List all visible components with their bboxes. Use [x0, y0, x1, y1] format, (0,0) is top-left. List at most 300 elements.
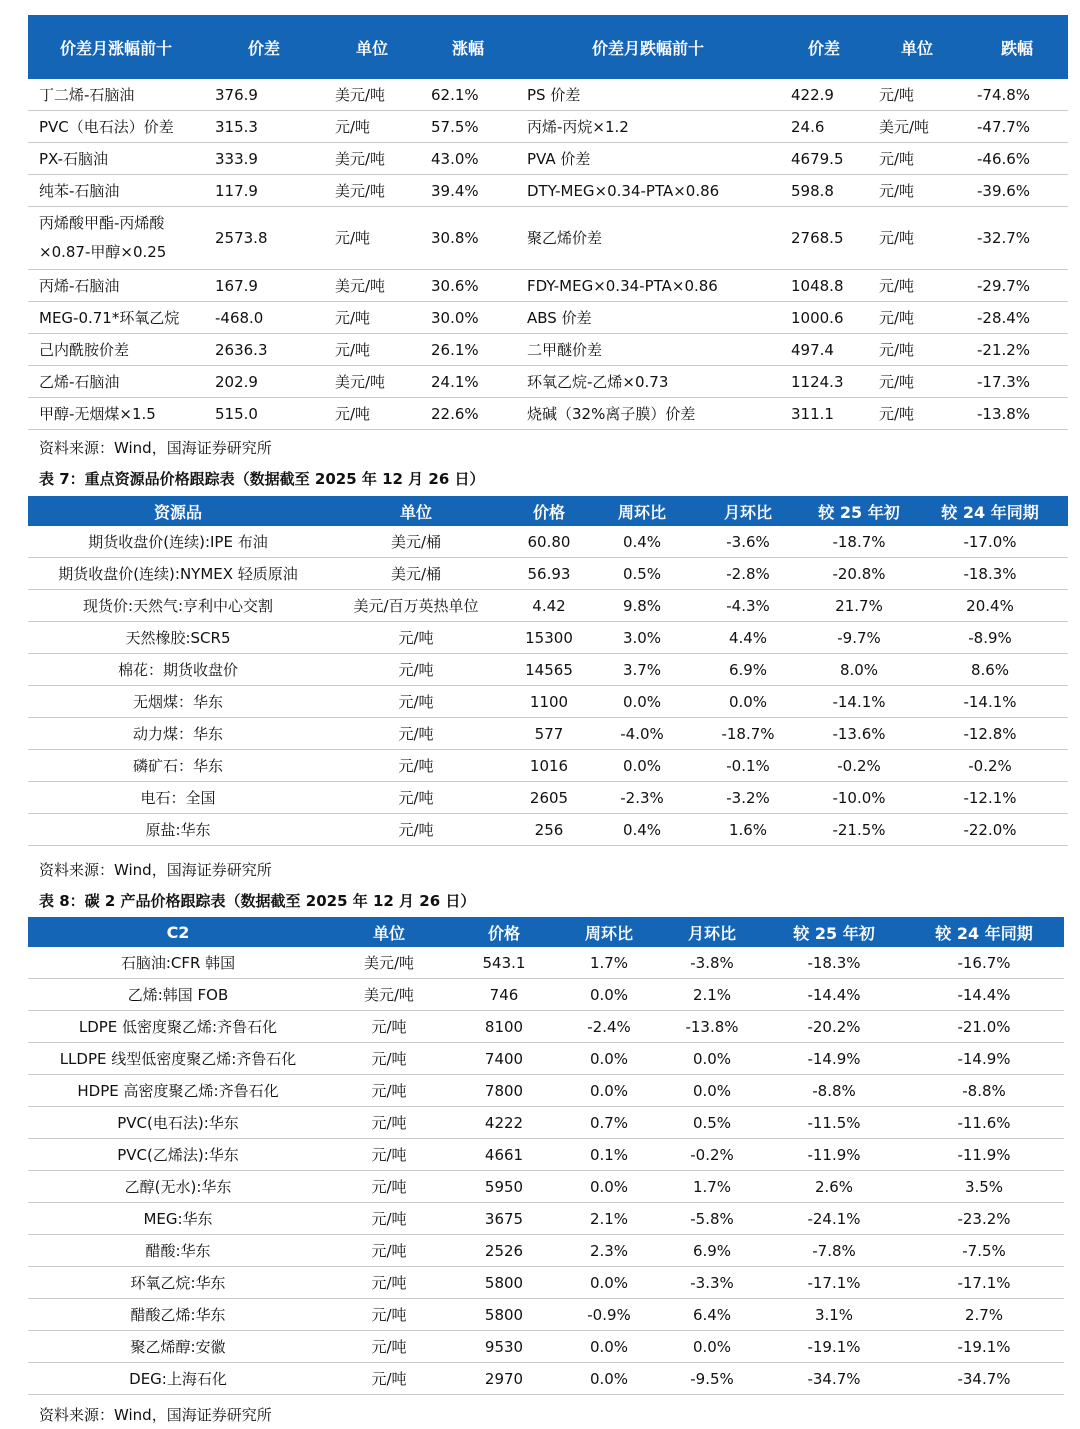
table-cell: 1016 [504, 750, 594, 782]
table-cell: 元/吨 [868, 302, 966, 334]
table-cell: ABS 价差 [516, 302, 780, 334]
table-cell: 元/吨 [328, 654, 504, 686]
table-cell: 4.4% [690, 622, 806, 654]
table-cell: 1.7% [558, 947, 660, 979]
table-cell: -0.1% [690, 750, 806, 782]
col-header: 资源品 [28, 496, 328, 526]
table-row [28, 1299, 1064, 1331]
c2-price-table [28, 917, 1064, 1395]
table-cell: -13.8% [660, 1011, 764, 1043]
table-cell: -47.7% [966, 111, 1068, 143]
table-cell: -11.5% [764, 1107, 904, 1139]
table-cell: 电石：全国 [28, 782, 328, 814]
table-cell: -18.7% [690, 718, 806, 750]
table-row [28, 1363, 1064, 1395]
table-cell: 0.0% [558, 1267, 660, 1299]
table-cell: -0.2% [912, 750, 1068, 782]
table-row [28, 526, 1068, 558]
table-cell: 0.5% [594, 558, 690, 590]
table-cell: 515.0 [204, 398, 324, 430]
table-cell: 元/吨 [328, 1107, 450, 1139]
table-cell: 0.0% [594, 750, 690, 782]
table-cell: 2.6% [764, 1171, 904, 1203]
table-cell: -14.1% [912, 686, 1068, 718]
table-cell: 美元/吨 [324, 175, 420, 207]
table-cell: -12.1% [912, 782, 1068, 814]
table-cell: DTY-MEG×0.34-PTA×0.86 [516, 175, 780, 207]
table-cell: -7.5% [904, 1235, 1064, 1267]
table-cell: -14.4% [904, 979, 1064, 1011]
table-cell: -34.7% [764, 1363, 904, 1395]
table-cell: 167.9 [204, 270, 324, 302]
table-cell: -9.5% [660, 1363, 764, 1395]
table-cell: 元/吨 [328, 1267, 450, 1299]
col-header: 周环比 [558, 917, 660, 947]
table-cell: -17.0% [912, 526, 1068, 558]
table-cell: 原盐:华东 [28, 814, 328, 846]
col-header: 较 25 年初 [764, 917, 904, 947]
table-cell: 14565 [504, 654, 594, 686]
table-cell: -19.1% [764, 1331, 904, 1363]
table-cell: -8.8% [764, 1075, 904, 1107]
table-row [28, 1267, 1064, 1299]
table-cell: 315.3 [204, 111, 324, 143]
table-cell: 美元/桶 [328, 526, 504, 558]
table-cell: 元/吨 [328, 1043, 450, 1075]
table-cell: MEG-0.71*环氧乙烷 [28, 302, 204, 334]
col-header: 价差月跌幅前十 [516, 15, 780, 79]
table-cell: -5.8% [660, 1203, 764, 1235]
table-cell: 7400 [450, 1043, 558, 1075]
table-row [28, 1331, 1064, 1363]
table-cell: -3.6% [690, 526, 806, 558]
table-cell: -13.8% [966, 398, 1068, 430]
table-cell: 元/吨 [328, 1363, 450, 1395]
table-cell: 元/吨 [868, 175, 966, 207]
table-cell: 元/吨 [868, 143, 966, 175]
col-header: 价差 [780, 15, 868, 79]
table-cell: 元/吨 [868, 398, 966, 430]
table-cell: 0.0% [558, 1043, 660, 1075]
table-cell: -18.7% [806, 526, 912, 558]
table-cell: 2.7% [904, 1299, 1064, 1331]
table-cell: 3.0% [594, 622, 690, 654]
table-cell: 0.0% [660, 1075, 764, 1107]
table-cell: 现货价:天然气:亨利中心交割 [28, 590, 328, 622]
table-cell: 7800 [450, 1075, 558, 1107]
table-row [28, 686, 1068, 718]
table-cell: 2.1% [558, 1203, 660, 1235]
table-cell: 丙烯-石脑油 [28, 270, 204, 302]
table-row [28, 979, 1064, 1011]
table-cell: -11.6% [904, 1107, 1064, 1139]
table-cell: 43.0% [420, 143, 516, 175]
table-cell: -2.4% [558, 1011, 660, 1043]
table-cell: 0.4% [594, 814, 690, 846]
table-cell: 元/吨 [328, 782, 504, 814]
table-cell: 乙烯:韩国 FOB [28, 979, 328, 1011]
table-cell: 4222 [450, 1107, 558, 1139]
table-row [28, 1107, 1064, 1139]
table-cell: 3.5% [904, 1171, 1064, 1203]
table-cell: -13.6% [806, 718, 912, 750]
table-cell: 期货收盘价(连续):IPE 布油 [28, 526, 328, 558]
col-header: 涨幅 [420, 15, 516, 79]
table-cell: 磷矿石：华东 [28, 750, 328, 782]
table-cell: 30.8% [420, 207, 516, 270]
table-cell: 丙烯酸甲酯-丙烯酸×0.87-甲醇×0.25 [28, 207, 204, 270]
table-row [28, 558, 1068, 590]
table-cell: HDPE 高密度聚乙烯:齐鲁石化 [28, 1075, 328, 1107]
table-cell: FDY-MEG×0.34-PTA×0.86 [516, 270, 780, 302]
table-cell: 环氧乙烷:华东 [28, 1267, 328, 1299]
table-cell: 元/吨 [868, 270, 966, 302]
table-row [28, 1203, 1064, 1235]
table-cell: 0.0% [558, 1171, 660, 1203]
table-cell: 元/吨 [328, 686, 504, 718]
table-cell: PS 价差 [516, 79, 780, 111]
table-cell: LDPE 低密度聚乙烯:齐鲁石化 [28, 1011, 328, 1043]
table-cell: PVC(乙烯法):华东 [28, 1139, 328, 1171]
table-cell: 动力煤：华东 [28, 718, 328, 750]
col-header: 跌幅 [966, 15, 1068, 79]
table-cell: -7.8% [764, 1235, 904, 1267]
table-cell: -18.3% [912, 558, 1068, 590]
table-cell: -0.2% [806, 750, 912, 782]
table-cell: 元/吨 [328, 1203, 450, 1235]
table-cell: LLDPE 线型低密度聚乙烯:齐鲁石化 [28, 1043, 328, 1075]
table-cell: -0.9% [558, 1299, 660, 1331]
table-row [28, 814, 1068, 846]
table-cell: 1124.3 [780, 366, 868, 398]
table-cell: 0.0% [558, 979, 660, 1011]
table-cell: -32.7% [966, 207, 1068, 270]
table-row [28, 750, 1068, 782]
table-cell: 2.1% [660, 979, 764, 1011]
table-cell: 烧碱（32%离子膜）价差 [516, 398, 780, 430]
table-cell: -21.0% [904, 1011, 1064, 1043]
table-row [28, 175, 1068, 207]
table-row [28, 1235, 1064, 1267]
table-cell: 1.6% [690, 814, 806, 846]
table-row [28, 398, 1068, 430]
table-cell: 石脑油:CFR 韩国 [28, 947, 328, 979]
table-cell: 4661 [450, 1139, 558, 1171]
table-cell: -14.9% [904, 1043, 1064, 1075]
table-cell: 0.0% [660, 1331, 764, 1363]
col-header: 单位 [868, 15, 966, 79]
table-cell: 56.93 [504, 558, 594, 590]
table-cell: 美元/吨 [324, 79, 420, 111]
col-header: 单位 [324, 15, 420, 79]
table-cell: -14.1% [806, 686, 912, 718]
table-row [28, 1043, 1064, 1075]
table-cell: -2.3% [594, 782, 690, 814]
table-cell: -4.0% [594, 718, 690, 750]
source-note: 资料来源：Wind，国海证券研究所 [39, 439, 272, 457]
table-cell: 元/吨 [324, 207, 420, 270]
table-cell: 元/吨 [328, 1331, 450, 1363]
table-cell: 纯苯-石脑油 [28, 175, 204, 207]
table-row [28, 590, 1068, 622]
table-cell: 30.6% [420, 270, 516, 302]
table-cell: 15300 [504, 622, 594, 654]
table-cell: 4.42 [504, 590, 594, 622]
table-cell: 美元/吨 [328, 947, 450, 979]
table-cell: -11.9% [904, 1139, 1064, 1171]
table-cell: 8.0% [806, 654, 912, 686]
table-cell: -23.2% [904, 1203, 1064, 1235]
table-cell: 0.5% [660, 1107, 764, 1139]
table-cell: 2636.3 [204, 334, 324, 366]
table-cell: 棉花：期货收盘价 [28, 654, 328, 686]
table-cell: 元/吨 [324, 111, 420, 143]
table-cell: 5950 [450, 1171, 558, 1203]
table-cell: -17.1% [904, 1267, 1064, 1299]
table-cell: 丁二烯-石脑油 [28, 79, 204, 111]
table-cell: 美元/吨 [324, 143, 420, 175]
table-cell: -14.4% [764, 979, 904, 1011]
table-cell: 333.9 [204, 143, 324, 175]
table-cell: -21.5% [806, 814, 912, 846]
table-cell: 0.0% [660, 1043, 764, 1075]
table-cell: 醋酸乙烯:华东 [28, 1299, 328, 1331]
table-cell: 202.9 [204, 366, 324, 398]
table-cell: 8.6% [912, 654, 1068, 686]
table-cell: -0.2% [660, 1139, 764, 1171]
table-cell: 26.1% [420, 334, 516, 366]
table-cell: 元/吨 [328, 1171, 450, 1203]
table-cell: 元/吨 [328, 622, 504, 654]
table-cell: 元/吨 [328, 1011, 450, 1043]
table-cell: 美元/百万英热单位 [328, 590, 504, 622]
table-row [28, 302, 1068, 334]
table-cell: -3.8% [660, 947, 764, 979]
col-header: C2 [28, 917, 328, 947]
table-row [28, 718, 1068, 750]
table-cell: 256 [504, 814, 594, 846]
table-cell: -468.0 [204, 302, 324, 334]
table-cell: -21.2% [966, 334, 1068, 366]
table-cell: 746 [450, 979, 558, 1011]
source-note: 资料来源：Wind，国海证券研究所 [39, 861, 272, 879]
table-cell: 117.9 [204, 175, 324, 207]
table-cell: 环氧乙烷-乙烯×0.73 [516, 366, 780, 398]
table-row [28, 1171, 1064, 1203]
table-cell: 聚乙烯醇:安徽 [28, 1331, 328, 1363]
table-cell: 元/吨 [328, 750, 504, 782]
table-cell: -12.8% [912, 718, 1068, 750]
table-cell: -8.8% [904, 1075, 1064, 1107]
table-cell: 8100 [450, 1011, 558, 1043]
table-cell: 22.6% [420, 398, 516, 430]
table-cell: -4.3% [690, 590, 806, 622]
table-row [28, 1011, 1064, 1043]
table-cell: 元/吨 [328, 1235, 450, 1267]
table-cell: 5800 [450, 1267, 558, 1299]
table-cell: -10.0% [806, 782, 912, 814]
table-cell: 9530 [450, 1331, 558, 1363]
table-cell: 57.5% [420, 111, 516, 143]
table-cell: 24.6 [780, 111, 868, 143]
table-cell: 聚乙烯价差 [516, 207, 780, 270]
table-cell: 6.4% [660, 1299, 764, 1331]
table-cell: -20.8% [806, 558, 912, 590]
table-cell: 乙烯-石脑油 [28, 366, 204, 398]
table-cell: 3.1% [764, 1299, 904, 1331]
table-cell: 元/吨 [868, 207, 966, 270]
table-row [28, 334, 1068, 366]
table-cell: 39.4% [420, 175, 516, 207]
table-header-row [28, 917, 1064, 947]
table-cell: 311.1 [780, 398, 868, 430]
table-cell: 元/吨 [868, 79, 966, 111]
table-cell: PX-石脑油 [28, 143, 204, 175]
table-cell: 422.9 [780, 79, 868, 111]
table-cell: 己内酰胺价差 [28, 334, 204, 366]
spread-ranking-table [28, 15, 1068, 430]
table-cell: PVC(电石法):华东 [28, 1107, 328, 1139]
table-cell: 6.9% [660, 1235, 764, 1267]
table-cell: 497.4 [780, 334, 868, 366]
table-cell: 0.7% [558, 1107, 660, 1139]
table-cell: 0.4% [594, 526, 690, 558]
table-cell: 376.9 [204, 79, 324, 111]
table-cell: 3.7% [594, 654, 690, 686]
table-cell: 元/吨 [324, 398, 420, 430]
col-header: 较 24 年同期 [904, 917, 1064, 947]
table-cell: 1000.6 [780, 302, 868, 334]
col-header: 周环比 [594, 496, 690, 526]
table-cell: 4679.5 [780, 143, 868, 175]
table-cell: 2.3% [558, 1235, 660, 1267]
table-cell: 62.1% [420, 79, 516, 111]
table-cell: 577 [504, 718, 594, 750]
table-cell: -8.9% [912, 622, 1068, 654]
table-cell: 0.0% [690, 686, 806, 718]
table-cell: 乙醇(无水):华东 [28, 1171, 328, 1203]
table-cell: 无烟煤：华东 [28, 686, 328, 718]
table-cell: 543.1 [450, 947, 558, 979]
table-cell: -24.1% [764, 1203, 904, 1235]
table-row [28, 1139, 1064, 1171]
table-cell: 元/吨 [328, 1139, 450, 1171]
table-cell: 2605 [504, 782, 594, 814]
table-caption: 表 7：重点资源品价格跟踪表（数据截至 2025 年 12 月 26 日） [39, 470, 485, 488]
col-header: 月环比 [660, 917, 764, 947]
table-row [28, 366, 1068, 398]
table-cell: -18.3% [764, 947, 904, 979]
col-header: 价格 [450, 917, 558, 947]
table-cell: -2.8% [690, 558, 806, 590]
table-cell: -34.7% [904, 1363, 1064, 1395]
table-cell: 598.8 [780, 175, 868, 207]
table-cell: MEG:华东 [28, 1203, 328, 1235]
table-cell: 期货收盘价(连续):NYMEX 轻质原油 [28, 558, 328, 590]
table-cell: 1.7% [660, 1171, 764, 1203]
table-cell: 2768.5 [780, 207, 868, 270]
table-cell: 2970 [450, 1363, 558, 1395]
table-row [28, 79, 1068, 111]
table-header-row [28, 496, 1068, 526]
table-cell: 60.80 [504, 526, 594, 558]
table-cell: -46.6% [966, 143, 1068, 175]
table-row [28, 143, 1068, 175]
col-header: 较 25 年初 [806, 496, 912, 526]
table-cell: -17.3% [966, 366, 1068, 398]
table-row [28, 622, 1068, 654]
table-cell: -14.9% [764, 1043, 904, 1075]
table-row [28, 111, 1068, 143]
table-cell: -3.2% [690, 782, 806, 814]
table-row [28, 654, 1068, 686]
col-header: 单位 [328, 496, 504, 526]
table-cell: PVA 价差 [516, 143, 780, 175]
table-row [28, 782, 1068, 814]
table-cell: -3.3% [660, 1267, 764, 1299]
table-cell: 元/吨 [328, 1299, 450, 1331]
table-cell: -16.7% [904, 947, 1064, 979]
resource-price-table [28, 496, 1068, 846]
table-cell: 0.1% [558, 1139, 660, 1171]
table-cell: 元/吨 [324, 302, 420, 334]
col-header: 单位 [328, 917, 450, 947]
table-cell: 0.0% [558, 1331, 660, 1363]
table-cell: DEG:上海石化 [28, 1363, 328, 1395]
table-cell: 美元/吨 [328, 979, 450, 1011]
table-cell: 美元/桶 [328, 558, 504, 590]
table-cell: 天然橡胶:SCR5 [28, 622, 328, 654]
table-cell: 9.8% [594, 590, 690, 622]
table-header-row [28, 15, 1068, 79]
source-note: 资料来源：Wind，国海证券研究所 [39, 1406, 272, 1424]
table-caption: 表 8：碳 2 产品价格跟踪表（数据截至 2025 年 12 月 26 日） [39, 892, 476, 910]
table-row [28, 1075, 1064, 1107]
table-cell: 6.9% [690, 654, 806, 686]
col-header: 价格 [504, 496, 594, 526]
table-cell: -9.7% [806, 622, 912, 654]
table-cell: 元/吨 [324, 334, 420, 366]
table-cell: 元/吨 [328, 718, 504, 750]
table-cell: 二甲醚价差 [516, 334, 780, 366]
table-cell: 30.0% [420, 302, 516, 334]
col-header: 月环比 [690, 496, 806, 526]
table-cell: -17.1% [764, 1267, 904, 1299]
table-cell: 21.7% [806, 590, 912, 622]
table-cell: 丙烯-丙烷×1.2 [516, 111, 780, 143]
table-cell: 2573.8 [204, 207, 324, 270]
table-cell: -74.8% [966, 79, 1068, 111]
table-cell: -19.1% [904, 1331, 1064, 1363]
table-cell: 元/吨 [868, 366, 966, 398]
table-cell: -39.6% [966, 175, 1068, 207]
table-cell: 2526 [450, 1235, 558, 1267]
table-cell: 元/吨 [868, 334, 966, 366]
table-cell: PVC（电石法）价差 [28, 111, 204, 143]
table-cell: 美元/吨 [324, 366, 420, 398]
table-cell: 1048.8 [780, 270, 868, 302]
table-cell: -20.2% [764, 1011, 904, 1043]
table-cell: 醋酸:华东 [28, 1235, 328, 1267]
table-cell: -29.7% [966, 270, 1068, 302]
table-cell: 3675 [450, 1203, 558, 1235]
col-header: 较 24 年同期 [912, 496, 1068, 526]
table-cell: -28.4% [966, 302, 1068, 334]
table-cell: 美元/吨 [324, 270, 420, 302]
table-cell: 元/吨 [328, 1075, 450, 1107]
col-header: 价差 [204, 15, 324, 79]
table-row [28, 270, 1068, 302]
